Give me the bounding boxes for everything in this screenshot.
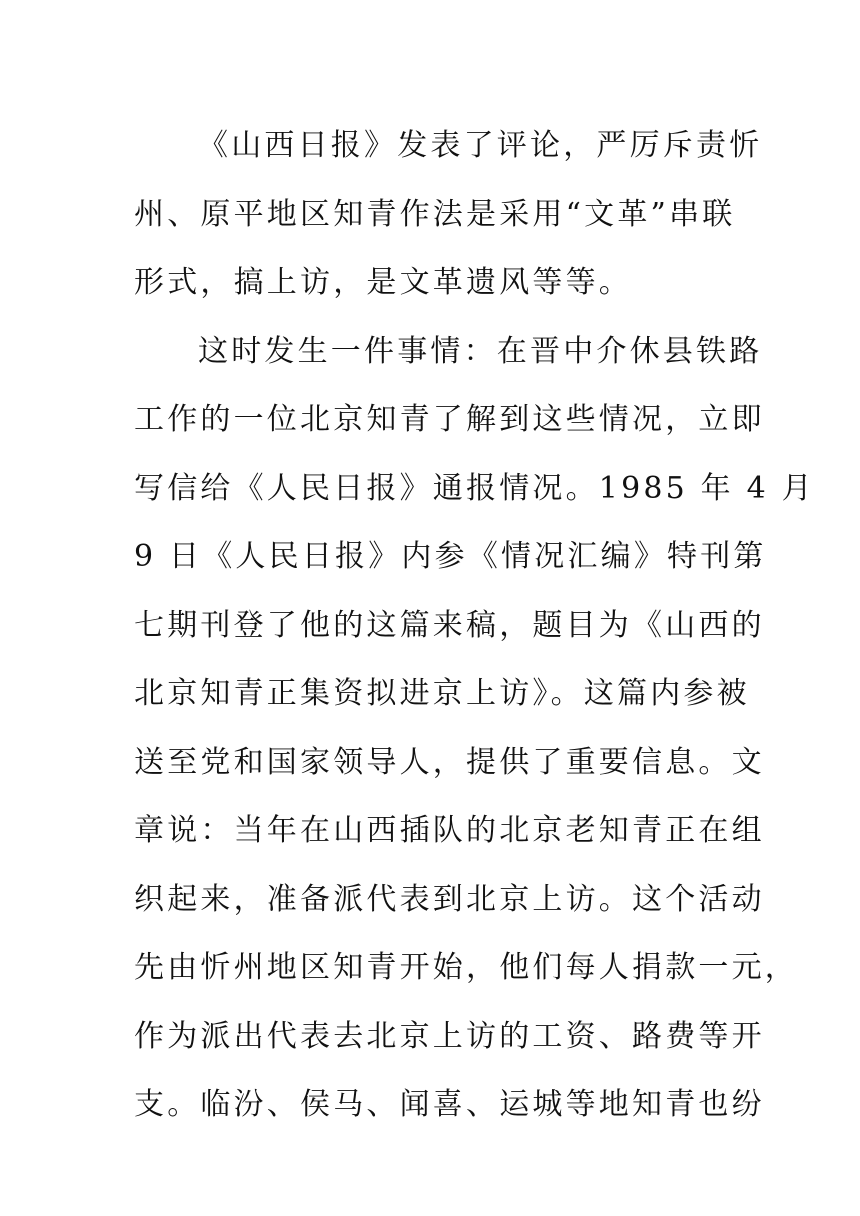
- text-line: 七期刊登了他的这篇来稿，题目为《山西的: [134, 607, 765, 643]
- text-line: 9 日《人民日报》内参《情况汇编》特刊第: [134, 539, 767, 574]
- text-line: 这时发生一件事情：在晋中介休县铁路: [198, 333, 763, 369]
- text-line: 《山西日报》发表了评论，严厉斥责忻: [198, 128, 763, 163]
- text-line: 写信给《人民日报》通报情况。1985 年 4 月: [134, 470, 815, 506]
- text-line: 章说：当年在山西插队的北京老知青正在组: [134, 813, 765, 848]
- text-line: 送至党和国家领导人，提供了重要信息。文: [134, 744, 765, 780]
- text-line: 形式，搞上访，是文革遗风等等。: [134, 265, 632, 300]
- text-line: 支。临汾、侯马、闻喜、运城等地知青也纷: [134, 1087, 765, 1122]
- text-line: 作为派出代表去北京上访的工资、路费等开: [134, 1018, 765, 1054]
- text-line: 北京知青正集资拟进京上访》。这篇内参被: [134, 676, 750, 711]
- body-text: [134, 112, 815, 1140]
- text-line: 先由忻州地区知青开始，他们每人捐款一元，: [134, 950, 798, 985]
- text-line: 州、原平地区知青作法是采用“文革”串联: [134, 196, 736, 232]
- text-line: 工作的一位北京知青了解到这些情况，立即: [134, 402, 765, 437]
- text-line: 织起来，准备派代表到北京上访。这个活动: [134, 881, 765, 917]
